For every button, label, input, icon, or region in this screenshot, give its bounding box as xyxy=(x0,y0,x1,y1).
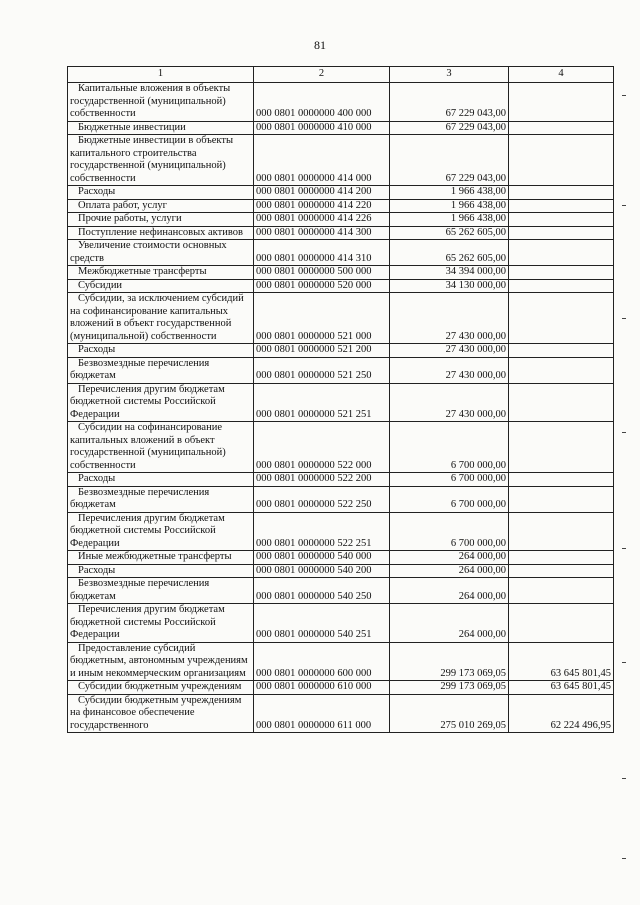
row-name-cell: Капитальные вложения в объекты государственной (муниципальной) собственности xyxy=(68,83,254,122)
row-extra-cell xyxy=(509,186,614,200)
row-name-cell: Субсидии бюджетным учреждениям на финансовое обеспечение государственного xyxy=(68,694,254,733)
table-row xyxy=(68,383,614,422)
row-name-cell: Оплата работ, услуг xyxy=(68,199,254,213)
row-name-cell: Перечисления другим бюджетам бюджетной системы Российской Федерации xyxy=(68,512,254,551)
row-sum-cell: 264 000,00 xyxy=(390,564,509,578)
row-code-cell: 000 0801 0000000 540 200 xyxy=(254,564,390,578)
row-extra-cell xyxy=(509,564,614,578)
margin-mark xyxy=(622,432,626,433)
row-sum-cell: 6 700 000,00 xyxy=(390,422,509,473)
row-code-cell: 000 0801 0000000 414 200 xyxy=(254,186,390,200)
table-row xyxy=(68,551,614,565)
row-sum-cell: 264 000,00 xyxy=(390,604,509,643)
row-code-cell: 000 0801 0000000 522 000 xyxy=(254,422,390,473)
row-extra-cell xyxy=(509,279,614,293)
row-sum-cell: 1 966 438,00 xyxy=(390,199,509,213)
table-row xyxy=(68,344,614,358)
table-row xyxy=(68,642,614,681)
row-sum-cell: 1 966 438,00 xyxy=(390,186,509,200)
row-name-cell: Поступление нефинансовых активов xyxy=(68,226,254,240)
row-name-cell: Прочие работы, услуги xyxy=(68,213,254,227)
row-sum-cell: 299 173 069,05 xyxy=(390,681,509,695)
margin-mark xyxy=(622,95,626,96)
row-code-cell: 000 0801 0000000 540 000 xyxy=(254,551,390,565)
row-code-cell: 000 0801 0000000 414 310 xyxy=(254,240,390,266)
row-extra-cell xyxy=(509,266,614,280)
row-name-cell: Субсидии xyxy=(68,279,254,293)
row-name-cell: Субсидии на софинансирование капитальных вложений в объект государственной (муниципальной) собственности xyxy=(68,422,254,473)
row-sum-cell: 6 700 000,00 xyxy=(390,512,509,551)
row-code-cell: 000 0801 0000000 520 000 xyxy=(254,279,390,293)
table-row xyxy=(68,578,614,604)
margin-mark xyxy=(622,858,626,859)
margin-mark xyxy=(622,205,626,206)
table-row xyxy=(68,694,614,733)
row-extra-cell xyxy=(509,512,614,551)
row-sum-cell: 65 262 605,00 xyxy=(390,240,509,266)
table-header-row xyxy=(68,67,614,83)
row-code-cell: 000 0801 0000000 521 250 xyxy=(254,357,390,383)
row-sum-cell: 67 229 043,00 xyxy=(390,135,509,186)
row-name-cell: Расходы xyxy=(68,564,254,578)
row-extra-cell xyxy=(509,226,614,240)
row-name-cell: Безвозмездные перечисления бюджетам xyxy=(68,486,254,512)
row-sum-cell: 264 000,00 xyxy=(390,578,509,604)
row-extra-cell: 63 645 801,45 xyxy=(509,681,614,695)
margin-mark xyxy=(622,778,626,779)
row-code-cell: 000 0801 0000000 522 250 xyxy=(254,486,390,512)
row-extra-cell xyxy=(509,473,614,487)
margin-mark xyxy=(622,318,626,319)
row-name-cell: Бюджетные инвестиции в объекты капитального строительства государственной (муниципальной) собственности xyxy=(68,135,254,186)
row-sum-cell: 67 229 043,00 xyxy=(390,121,509,135)
row-code-cell: 000 0801 0000000 611 000 xyxy=(254,694,390,733)
row-extra-cell xyxy=(509,213,614,227)
row-name-cell: Предоставление субсидий бюджетным, автономным учреждениям и иным некоммерческим организациям xyxy=(68,642,254,681)
row-sum-cell: 27 430 000,00 xyxy=(390,344,509,358)
table-row xyxy=(68,512,614,551)
row-name-cell: Перечисления другим бюджетам бюджетной системы Российской Федерации xyxy=(68,604,254,643)
row-code-cell: 000 0801 0000000 521 251 xyxy=(254,383,390,422)
table-row xyxy=(68,357,614,383)
row-extra-cell xyxy=(509,357,614,383)
table-row xyxy=(68,199,614,213)
table-row xyxy=(68,422,614,473)
row-code-cell: 000 0801 0000000 400 000 xyxy=(254,83,390,122)
table-row xyxy=(68,473,614,487)
row-sum-cell: 65 262 605,00 xyxy=(390,226,509,240)
table-row xyxy=(68,186,614,200)
row-extra-cell xyxy=(509,83,614,122)
margin-mark xyxy=(622,662,626,663)
budget-table xyxy=(67,66,614,733)
row-sum-cell: 27 430 000,00 xyxy=(390,293,509,344)
row-extra-cell xyxy=(509,135,614,186)
table-row xyxy=(68,240,614,266)
row-code-cell: 000 0801 0000000 521 200 xyxy=(254,344,390,358)
row-extra-cell xyxy=(509,293,614,344)
row-sum-cell: 1 966 438,00 xyxy=(390,213,509,227)
row-name-cell: Межбюджетные трансферты xyxy=(68,266,254,280)
row-extra-cell: 62 224 496,95 xyxy=(509,694,614,733)
row-extra-cell xyxy=(509,578,614,604)
row-code-cell: 000 0801 0000000 414 220 xyxy=(254,199,390,213)
column-header: 1 xyxy=(68,67,254,83)
row-name-cell: Перечисления другим бюджетам бюджетной системы Российской Федерации xyxy=(68,383,254,422)
margin-mark xyxy=(622,548,626,549)
row-sum-cell: 264 000,00 xyxy=(390,551,509,565)
table-row xyxy=(68,279,614,293)
table-row xyxy=(68,121,614,135)
row-code-cell: 000 0801 0000000 600 000 xyxy=(254,642,390,681)
row-extra-cell xyxy=(509,199,614,213)
row-sum-cell: 34 394 000,00 xyxy=(390,266,509,280)
row-extra-cell xyxy=(509,121,614,135)
row-code-cell: 000 0801 0000000 500 000 xyxy=(254,266,390,280)
table-row xyxy=(68,213,614,227)
row-sum-cell: 275 010 269,05 xyxy=(390,694,509,733)
column-header: 3 xyxy=(390,67,509,83)
row-extra-cell xyxy=(509,344,614,358)
row-code-cell: 000 0801 0000000 414 300 xyxy=(254,226,390,240)
row-extra-cell xyxy=(509,383,614,422)
row-code-cell: 000 0801 0000000 414 226 xyxy=(254,213,390,227)
row-extra-cell xyxy=(509,422,614,473)
row-sum-cell: 6 700 000,00 xyxy=(390,486,509,512)
column-header: 2 xyxy=(254,67,390,83)
table-row xyxy=(68,564,614,578)
row-name-cell: Бюджетные инвестиции xyxy=(68,121,254,135)
row-name-cell: Безвозмездные перечисления бюджетам xyxy=(68,357,254,383)
table-row xyxy=(68,293,614,344)
table-row xyxy=(68,135,614,186)
row-extra-cell xyxy=(509,604,614,643)
row-name-cell: Расходы xyxy=(68,186,254,200)
row-extra-cell xyxy=(509,486,614,512)
row-sum-cell: 6 700 000,00 xyxy=(390,473,509,487)
row-extra-cell: 63 645 801,45 xyxy=(509,642,614,681)
row-name-cell: Расходы xyxy=(68,473,254,487)
row-code-cell: 000 0801 0000000 522 200 xyxy=(254,473,390,487)
row-sum-cell: 34 130 000,00 xyxy=(390,279,509,293)
table-row xyxy=(68,486,614,512)
row-name-cell: Безвозмездные перечисления бюджетам xyxy=(68,578,254,604)
row-name-cell: Расходы xyxy=(68,344,254,358)
row-code-cell: 000 0801 0000000 410 000 xyxy=(254,121,390,135)
row-code-cell: 000 0801 0000000 540 251 xyxy=(254,604,390,643)
row-code-cell: 000 0801 0000000 521 000 xyxy=(254,293,390,344)
column-header: 4 xyxy=(509,67,614,83)
row-sum-cell: 27 430 000,00 xyxy=(390,383,509,422)
row-code-cell: 000 0801 0000000 610 000 xyxy=(254,681,390,695)
row-extra-cell xyxy=(509,240,614,266)
row-code-cell: 000 0801 0000000 522 251 xyxy=(254,512,390,551)
table-row xyxy=(68,266,614,280)
page-number: 81 xyxy=(314,38,326,52)
row-sum-cell: 299 173 069,05 xyxy=(390,642,509,681)
table-row xyxy=(68,604,614,643)
row-sum-cell: 67 229 043,00 xyxy=(390,83,509,122)
table-row xyxy=(68,83,614,122)
row-extra-cell xyxy=(509,551,614,565)
table-row xyxy=(68,681,614,695)
row-name-cell: Субсидии бюджетным учреждениям xyxy=(68,681,254,695)
row-sum-cell: 27 430 000,00 xyxy=(390,357,509,383)
row-code-cell: 000 0801 0000000 414 000 xyxy=(254,135,390,186)
table-row xyxy=(68,226,614,240)
row-name-cell: Иные межбюджетные трансферты xyxy=(68,551,254,565)
row-name-cell: Субсидии, за исключением субсидий на софинансирование капитальных вложений в объект государственной (муниципальной) собственности xyxy=(68,293,254,344)
row-code-cell: 000 0801 0000000 540 250 xyxy=(254,578,390,604)
row-name-cell: Увеличение стоимости основных средств xyxy=(68,240,254,266)
